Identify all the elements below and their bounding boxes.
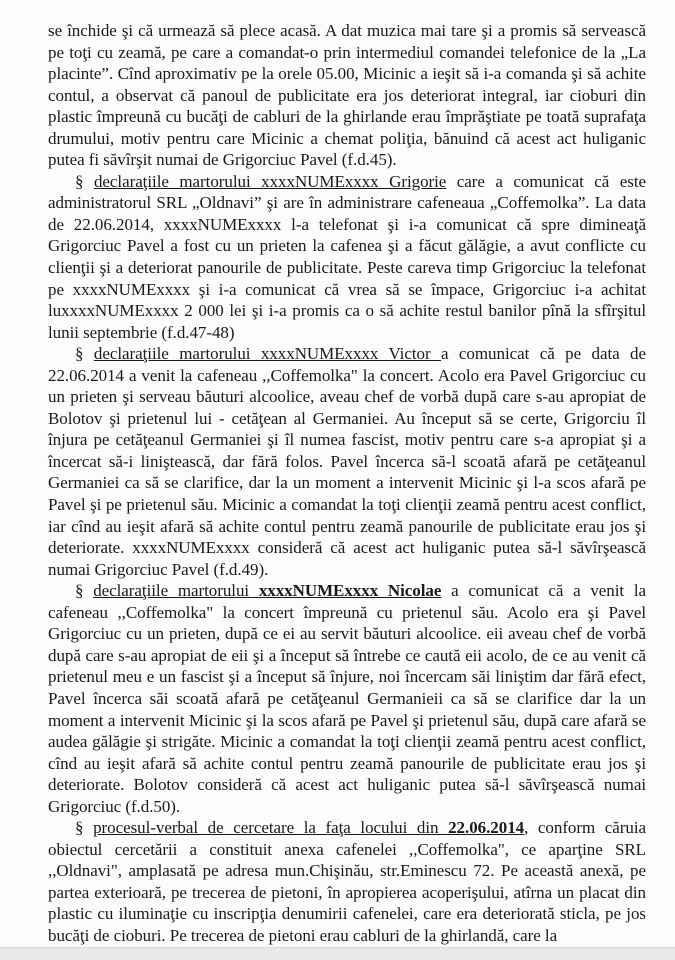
section-header-text: procesul-verbal de cercetare la faţa locului din xyxy=(93,818,449,838)
section-header-text: 22.06.2014 xyxy=(448,818,525,838)
text-run: a comunicat că a venit la cafeneau ,,Coffemolka" la concert împreună cu prietenul său. Acolo era şi Pavel Grigorciuc cu un prieten, după ce ei au servit băuturi alcoolice. eii aveau chef de vorbă după care s-au apropiat de eii şi a început să întrebe ce caută eii acolo, de ce au venit că prietenul meu e un fascist şi a început să înjure, noi încercam săi liniştim dar fără efect, Pavel încerca săi scoată afară pe cetăţeanul Germanieii ca să se clarifice dar la un moment a intervenit Micinic şi la scos afară pe Pavel şi prietenul său, după care afară se audea gălăgie şi strigăte. Micinic a comandat la toţi clienţii zeamă pentru acest conflict, cînd au ieşit afară să achite contul pentru zeamă panourile de publicitate erau jos şi deteriorate. Bolotov consideră că acest act huliganic putea să-l săvîrşească numai Grigorciuc (f.d.50). xyxy=(48,581,646,816)
text-run: se închide şi că urmează să plece acasă. A dat muzica mai tare şi a promis să servească pe toţi cu zeamă, pe care a comandat-o prin intermediul comandei telefonice de la „La placinte”. Cînd aproximativ pe la orele 05.00, Micinic a ieşit să i-a comanda şi să achite contul, a observat că panoul de publicitate era jos deteriorat integral, iar cioburi din plastic împreună cu bucăţi de cabluri de la ghirlande erau împrăştiate pe toată suprafaţa drumului, motiv pentru care Micinic a chemat poliţia, bănuind că acest act huliganic putea fi săvîrşit numai de Grigorciuc Pavel (f.d.45). xyxy=(48,21,646,170)
text-run: § xyxy=(75,818,94,838)
paragraph-witness-nicolae xyxy=(48,580,646,817)
section-header-text: declaraţiile martorului xxxxNUMExxxx Victor xyxy=(93,344,442,364)
paragraph-continuation xyxy=(48,20,646,171)
text-run: a comunicat că pe data de 22.06.2014 a venit la cafeneau ,,Coffemolka" la concert. Acolo era Pavel Grigorciuc cu un prieten şi serveau băuturi alcoolice, aveau chef de vorbă după care s-au apropiat de Bolotov şi prietenul lui - cetăţean al Germaniei. Au început să se certe, Grigorciu îl înjura pe cetăţeanul Germaniei şi îl numea fascist, motiv pentru care s-a apropiat şi a încercat să-i liniştească, dar fără folos. Pavel încerca să-l scoată afară pe cetăţeanul Germaniei ca să se clarifice, dar la un moment a intervenit Micinic şi l-a scos afară pe Pavel şi pe prietenul său. Micinic a comandat la toţi clienţii zeamă pentru acest conflict, iar cînd au ieşit afară să achite contul pentru zeamă panourile de publicitate erau jos şi deteriorate. xxxxNUMExxxx consideră că acest act huliganic putea să-l săvîrşească numai Grigorciuc Pavel (f.d.49). xyxy=(48,344,646,579)
text-run: § xyxy=(75,171,94,191)
text-run: § xyxy=(75,581,94,601)
photo-bottom-edge xyxy=(0,947,675,960)
text-run: § xyxy=(75,344,94,364)
document-body xyxy=(48,20,646,947)
paragraph-witness-grigorie xyxy=(48,171,646,343)
paragraph-proces-verbal xyxy=(48,817,646,946)
section-header-text: xxxxNUMExxxx Nicolae xyxy=(258,581,442,601)
text-run: , conform căruia obiectul cercetării a constituit anexa cafenelei ,,Coffemolka", ce aparţine SRL ,,Oldnavi", amplasată pe adresa mun.Chişinău, str.Eminescu 72. Pe această anexă, pe partea exterioară, pe trecerea de pietoni, în apropierea acoperişului, atîrna un placat din plastic cu iluminaţie cu inscripţia denumirii cafenelei, care era deteriorată sticla, pe jos bucăţi de cioburi. Pe trecerea de pietoni erau cabluri de la ghirlandă, care la xyxy=(48,818,647,945)
section-header-text: declaraţiile martorului xxxxNUMExxxx Grigorie xyxy=(93,171,447,191)
text-run: care a comunicat că este administratorul SRL „Oldnavi” şi are în administrare cafeneaua „Coffemolka”. La data de 22.06.2014, xxxxNUMExxxx l-a telefonat şi i-a comunicat că spre dimineaţă Grigorciuc Pavel a fost cu un prieten la cafenea şi a făcut gălăgie, a avut conflicte cu clienţii şi a deteriorat panourile de publicitate. Peste careva timp Grigorciuc la telefonat pe xxxxNUMExxxx şi i-a comunicat că vrea să se împace, Grigorciuc i-a achitat luxxxxNUMExxxx 2 000 lei şi i-a promis ca o să achite restul banilor pînă la sfîrşitul lunii septembrie (f.d.47-48) xyxy=(48,171,646,342)
section-header-text: declaraţiile martorului xyxy=(93,581,259,601)
paragraph-witness-victor xyxy=(48,343,646,580)
